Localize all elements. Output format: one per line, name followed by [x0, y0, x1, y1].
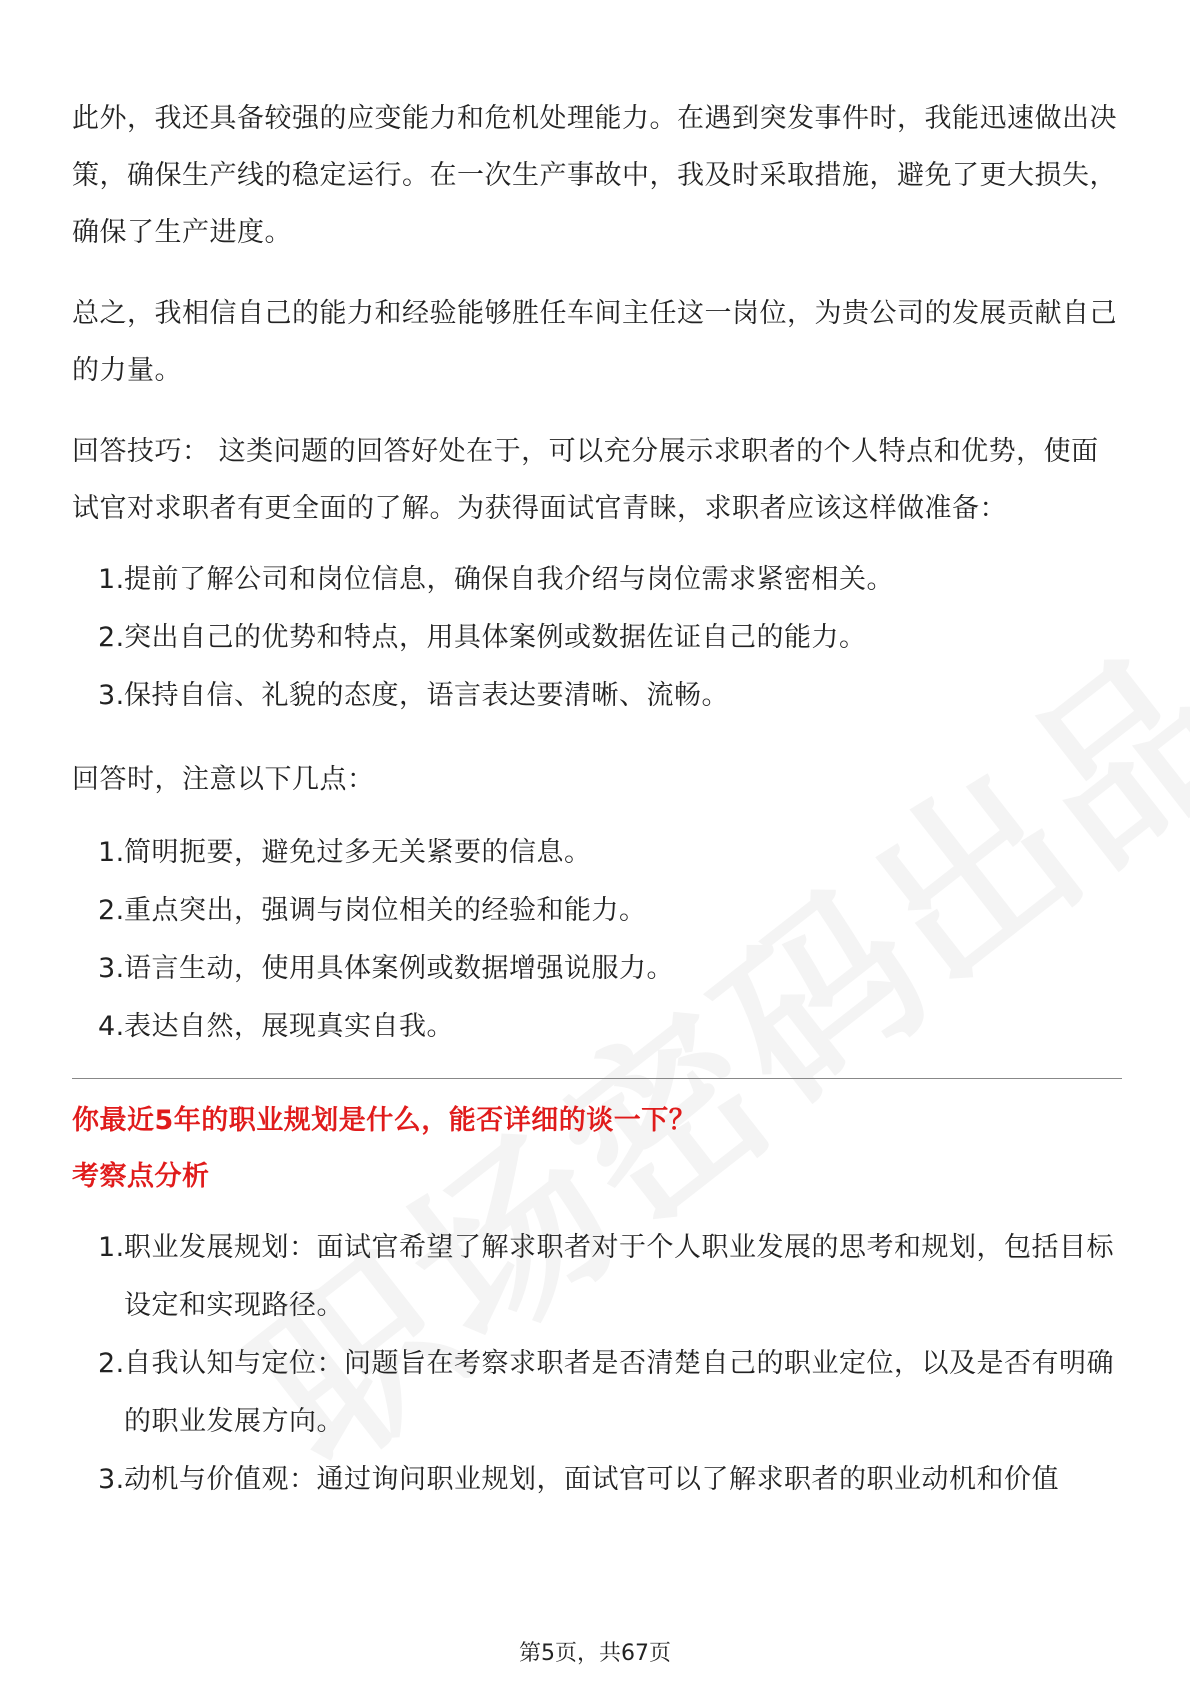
question-title: 你最近5年的职业规划是什么，能否详细的谈一下？ — [72, 1105, 697, 1136]
list-item — [72, 998, 1122, 1056]
list-item — [72, 882, 1122, 940]
paragraph-crisis-handling: 此外，我还具备较强的应变能力和危机处理能力。在遇到突发事件时，我能迅速做出决策，确保生产线的稳定运行。在一次生产事故中，我及时采取措施，避免了更大损失，确保了生产进度。 — [72, 103, 1117, 248]
list-number: 1. — [98, 564, 125, 595]
list-item-text: 职业发展规划：面试官希望了解求职者对于个人职业发展的思考和规划，包括目标设定和实现路径。 — [124, 1232, 1114, 1321]
list-item-text: 动机与价值观：通过询问职业规划，面试官可以了解求职者的职业动机和价值 — [124, 1464, 1059, 1495]
notes-list — [72, 824, 1122, 1056]
list-item — [72, 824, 1122, 882]
section-divider — [72, 1078, 1122, 1079]
list-number: 3. — [98, 1464, 125, 1495]
analysis-heading: 考察点分析 — [72, 1161, 210, 1192]
list-item-text: 语言生动，使用具体案例或数据增强说服力。 — [124, 953, 674, 984]
paragraph-answer-tips: 回答技巧： 这类问题的回答好处在于，可以充分展示求职者的个人特点和优势，使面试官对求职者有更全面的了解。为获得面试官青睐，求职者应该这样做准备： — [72, 436, 1099, 524]
list-number: 2. — [98, 1348, 125, 1379]
list-item-text: 简明扼要，避免过多无关紧要的信息。 — [124, 837, 592, 868]
list-number: 1. — [98, 837, 125, 868]
prep-list — [72, 551, 1122, 725]
list-number: 3. — [98, 953, 125, 984]
list-item — [72, 1335, 1122, 1451]
analysis-list — [72, 1219, 1122, 1509]
list-number: 4. — [98, 1011, 125, 1042]
list-number: 1. — [98, 1232, 125, 1263]
paragraph-conclusion: 总之，我相信自己的能力和经验能够胜任车间主任这一岗位，为贵公司的发展贡献自己的力量。 — [72, 298, 1117, 386]
paragraph-notes-intro: 回答时，注意以下几点： — [72, 764, 375, 795]
list-item — [72, 1451, 1122, 1509]
list-item-text: 突出自己的优势和特点，用具体案例或数据佐证自己的能力。 — [124, 622, 867, 653]
list-item-text: 重点突出，强调与岗位相关的经验和能力。 — [124, 895, 647, 926]
list-number: 3. — [98, 680, 125, 711]
page-number-footer: 第5页，共67页 — [519, 1641, 671, 1666]
list-item — [72, 940, 1122, 998]
list-item — [72, 667, 1122, 725]
list-item-text: 自我认知与定位：问题旨在考察求职者是否清楚自己的职业定位，以及是否有明确的职业发展方向。 — [124, 1348, 1114, 1437]
list-number: 2. — [98, 622, 125, 653]
page-content — [72, 90, 1122, 1535]
list-item-text: 提前了解公司和岗位信息，确保自我介绍与岗位需求紧密相关。 — [124, 564, 894, 595]
list-item-text: 保持自信、礼貌的态度，语言表达要清晰、流畅。 — [124, 680, 729, 711]
list-item-text: 表达自然，展现真实自我。 — [124, 1011, 454, 1042]
list-item — [72, 551, 1122, 609]
list-number: 2. — [98, 895, 125, 926]
list-item — [72, 609, 1122, 667]
list-item — [72, 1219, 1122, 1335]
